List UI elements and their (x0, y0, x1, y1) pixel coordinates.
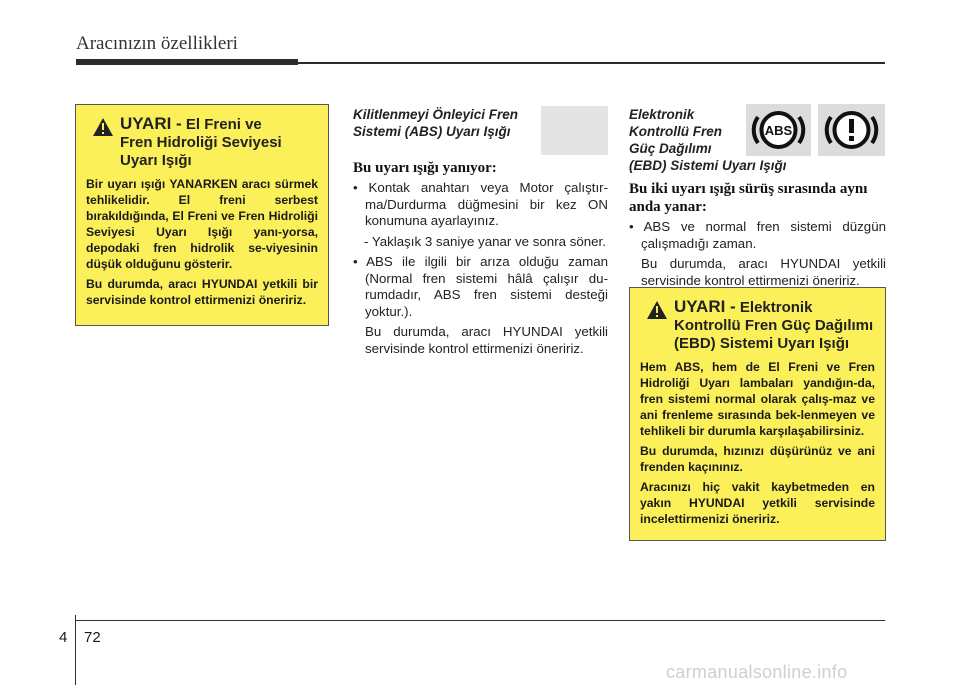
abs-warning-icon (746, 104, 811, 156)
ebd-body (629, 219, 886, 289)
header-rule-thin (298, 62, 885, 64)
warning-paragraph: Bu durumda, hızınızı düşürünüz ve ani frenden kaçınınız. (640, 444, 875, 474)
ebd-section-title: Elektronik Kontrollü Fren Güç Dağılımı (EBD) Sistemi Uyarı Işığı (629, 107, 787, 173)
footer-divider-vertical (75, 615, 76, 685)
list-item: • ABS ve normal fren sistemi düzgün çalışmadığı zaman. (629, 219, 886, 251)
warning-triangle-icon (646, 300, 668, 320)
ebd-subheading: Bu iki uyarı ışığı sürüş sırasında aynı anda yanar: (629, 181, 868, 215)
warning-header (86, 115, 318, 170)
warning-header (640, 298, 875, 353)
list-item: • ABS ile ilgili bir arıza olduğu zaman (Normal fren sistemi hâlâ çalışır du-rumdadır, ABS fren sistemi desteği yoktur.). (353, 254, 608, 319)
warning-paragraph: Aracınızı hiç vakit kaybetmeden en yakın HYUNDAI yetkili servisinde incelettirmenizi öneririz. (640, 480, 875, 526)
list-item: - Yaklaşık 3 saniye yanar ve sonra söner. (364, 233, 606, 249)
warning-paragraph: Hem ABS, hem de El Freni ve Fren Hidroliği Uyarı lambaları yandığın-da, fren sistemi normal olarak çalış-maz ve ani frenleme sırasında bek-lenmeyen ve tehlikeli bir durumla karşılaşabilirsiniz. (640, 360, 875, 438)
header-rule-thick (76, 59, 298, 65)
warning-triangle-icon (92, 117, 114, 137)
warning-box-parking-brake (75, 104, 329, 326)
page-header-title: Aracınızın özellikleri (76, 33, 238, 54)
abs-body (353, 180, 608, 357)
warning-title: UYARI - Elektronik Kontrollü Fren Güç Dağılımı (EBD) Sistemi Uyarı Işığı (674, 297, 874, 352)
abs-image-placeholder (541, 106, 608, 155)
list-item: • Kontak anahtarı veya Motor çalıştır-ma/Durdurma düğmesini bir kez ON konumuna ayarlayınız. (353, 180, 608, 228)
page-number: 72 (84, 629, 101, 646)
list-item-continuation: Bu durumda, aracı HYUNDAI yetkili servisinde kontrol ettirmenizi öneririz. (365, 324, 608, 356)
abs-icon-text: ABS (764, 123, 793, 138)
warning-box-ebd (629, 287, 886, 541)
list-item-continuation: Bu durumda, aracı HYUNDAI yetkili servisinde kontrol ettirmenizi öneririz. (641, 256, 886, 288)
warning-title: UYARI - El Freni ve Fren Hidroliği Seviyesi Uyarı Işığı (120, 114, 282, 169)
abs-subheading: Bu uyarı ışığı yanıyor: (353, 160, 497, 176)
chapter-number: 4 (59, 629, 68, 646)
watermark: carmanualsonline.info (666, 662, 848, 682)
footer-divider-horizontal (75, 620, 885, 621)
abs-section-title: Kilitlenmeyi Önleyici Fren Sistemi (ABS) Uyarı Işığı (353, 107, 519, 139)
brake-warning-icon (818, 104, 885, 156)
warning-paragraph: Bir uyarı ışığı YANARKEN aracı sürmek tehlikelidir. El freni serbest bırakıldığında, El Freni ve Fren Hidroliği Seviyesi Uyarı Işığı yanı-yorsa, depodaki fren hidrolik se-viyesinin düşük olduğunu gösterir. (86, 177, 318, 271)
warning-paragraph: Bu durumda, aracı HYUNDAI yetkili bir servisinde kontrol ettirmenizi öneririz. (86, 277, 318, 307)
